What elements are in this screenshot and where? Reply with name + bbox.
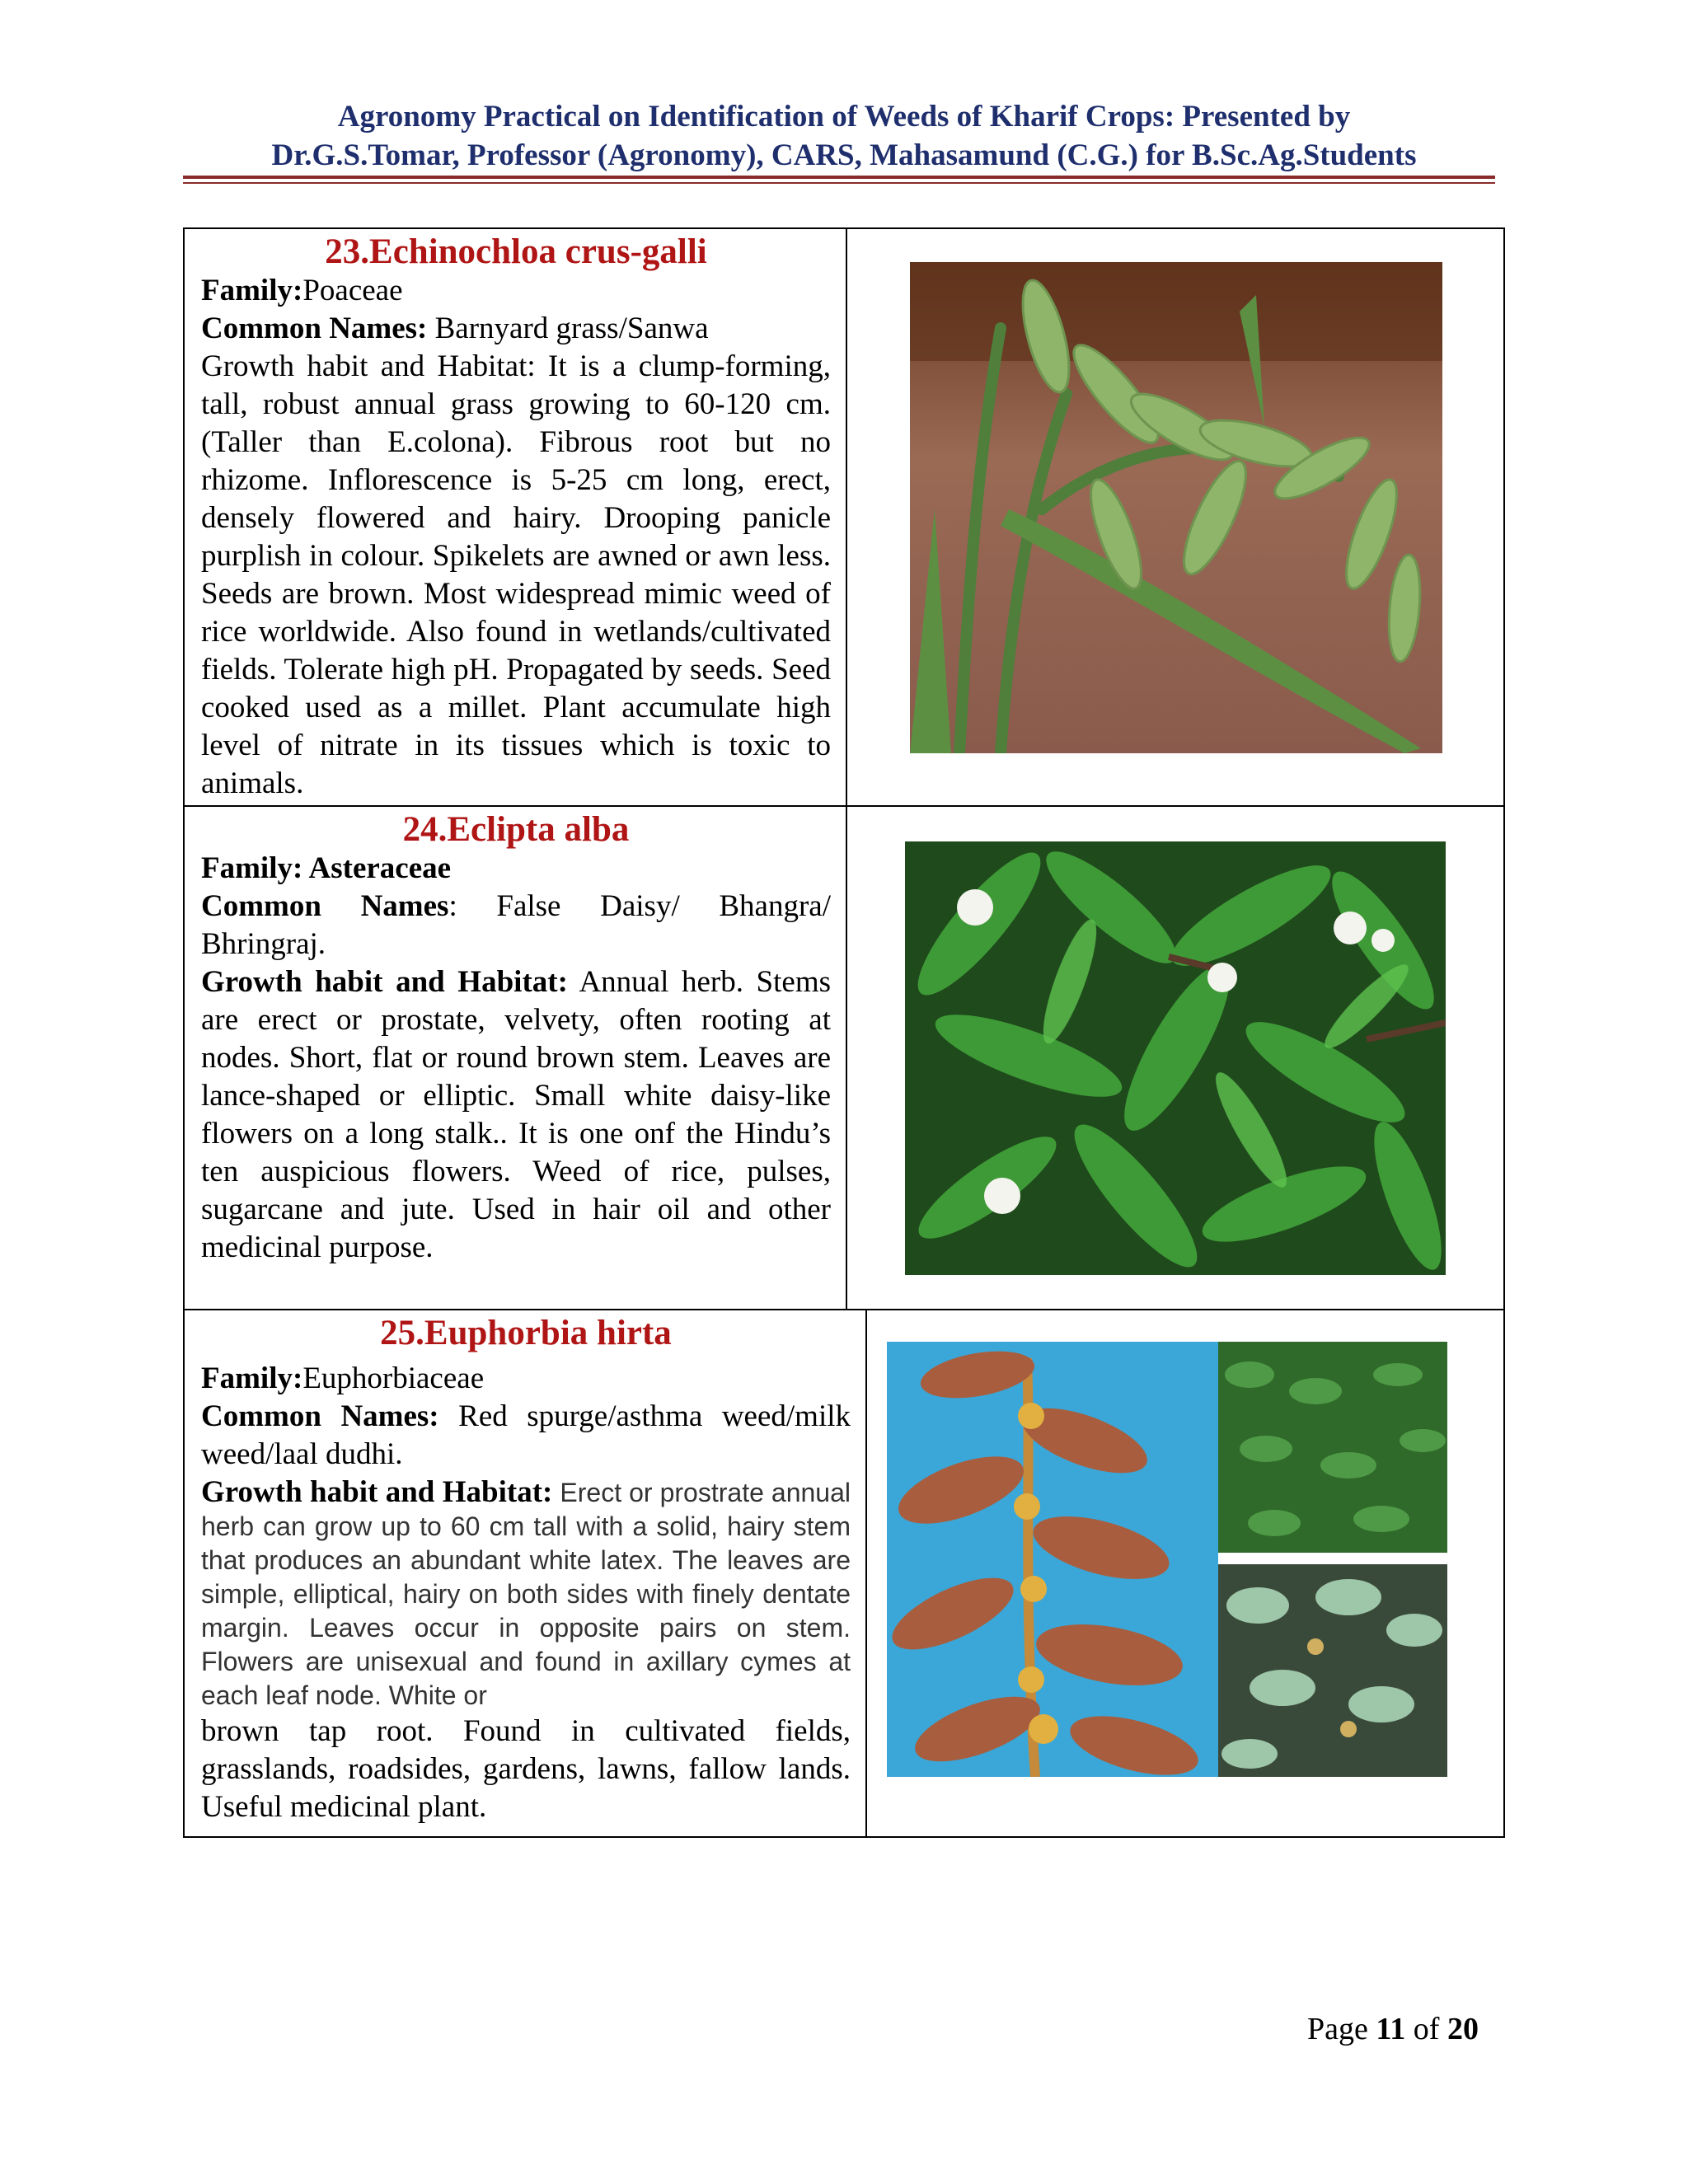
entry-23-common-label: Common Names: [201,312,428,345]
entry-25-title: 25.Euphorbia hirta [380,1314,672,1352]
page-number [1307,2011,1479,2047]
entry-25-body-top [201,1360,851,1474]
entry-23-text-cell [185,229,847,805]
entry-25-habitat-tail: brown tap root. Found in cultivated fields, grasslands, roadsides, gardens, lawns, fallow lands. Useful medicinal plant. [201,1714,851,1824]
red-spurge-photo [887,1342,1447,1777]
document-header [0,97,1688,175]
header-line-2: Dr.G.S.Tomar, Professor (Agronomy), CARS, Mahasamund (C.G.) for B.Sc.Ag.Students [271,138,1417,172]
entry-23-common: Barnyard grass/Sanwa [427,312,709,345]
entry-24-family-label: Family: Asteraceae [201,851,452,885]
entry-24-body [201,850,831,1267]
entry-25-image-cell [867,1310,1503,1836]
weed-entry-23 [183,227,1505,807]
entry-24-title: 24.Eclipta alba [402,810,630,849]
entry-25-family: Euphorbiaceae [302,1361,485,1395]
header-rule [183,176,1495,179]
header-rule-thin [183,182,1495,184]
entry-25-family-label: Family: [201,1361,303,1395]
header-line-1: Agronomy Practical on Identification of Weeds of Kharif Crops: Presented by [337,100,1351,134]
entry-23-habitat: It is a clump-forming, tall, robust annual grass growing to 60-120 cm. (Taller than E.colona). Fibrous root but no rhizome. Inflorescence is 5-25 cm long, erect, densely flowered and hairy. Drooping panicle purplish in colour. Spikelets are awned or awn less. Seeds are brown. Most widespread mimic weed of rice worldwide. Also found in wetlands/cultivated fields. Tolerate high pH. Propagated by seeds. Seed cooked used as a millet. Plant accumulate high level of nitrate in its tissues which is toxic to animals. [201,349,831,800]
entry-25-habitat: Erect or prostrate annual herb can grow up to 60 cm tall with a solid, hairy stem that produces an abundant white latex. The leaves are simple, elliptical, hairy on both sides with finely dentate margin. Leaves occur in opposite pairs on stem. Flowers are unisexual and found in axillary cymes at each leaf node. White or [201,1478,851,1710]
false-daisy-photo [905,841,1446,1275]
weed-entry-24 [183,805,1505,1310]
entry-23-title: 23.Echinochloa crus-galli [325,232,707,271]
entry-23-family-label: Family: [201,274,303,307]
entry-24-common: : False Daisy/ Bhangra/ Bhringraj. [201,889,831,961]
entry-24-image-cell [847,807,1503,1309]
entry-25-common: Red spurge/asthma weed/milk weed/laal dudhi. [201,1399,851,1471]
entry-24-common-label: Common Names [201,889,449,923]
barnyard-grass-photo [910,262,1442,753]
entry-24-habitat-label: Growth habit and Habitat: [201,965,568,999]
entry-23-family: Poaceae [302,274,403,307]
page-of: of [1405,2012,1447,2046]
entry-25-habitat-block [201,1475,851,1713]
page-current: 11 [1376,2012,1406,2046]
entry-25-text-cell [185,1310,867,1836]
entry-24-habitat: Annual herb. Stems are erect or prostate, velvety, often rooting at nodes. Short, flat or round brown stem. Leaves are lance-shaped or elliptic. Small white daisy-like flowers on a long stalk.. It is one onf the Hindu’s ten auspicious flowers. Weed of rice, pulses, sugarcane and jute. Used in hair oil and other medicinal purpose. [201,965,831,1264]
entry-23-image-cell [847,229,1503,805]
page-label: Page [1307,2012,1376,2046]
entry-23-habitat-label: Growth habit and Habitat: [201,349,536,383]
entry-25-habitat-label: Growth habit and Habitat: [201,1475,553,1509]
entry-24-text-cell [185,807,847,1309]
page-total: 20 [1447,2012,1479,2046]
entry-23-body [201,272,831,803]
entry-25-common-label: Common Names: [201,1399,439,1433]
weed-entry-25 [183,1309,1505,1838]
